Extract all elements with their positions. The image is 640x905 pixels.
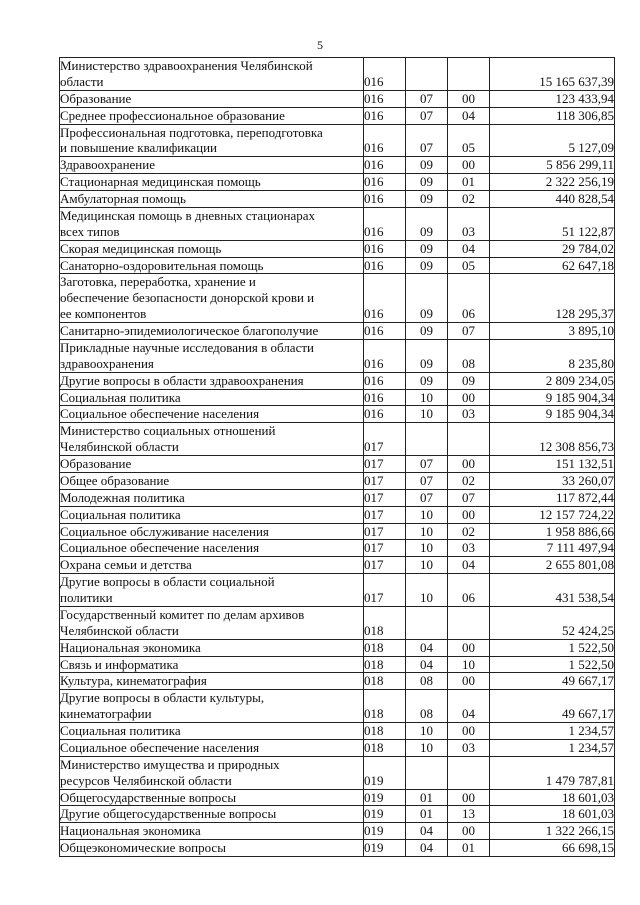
row-name-line: Среднее профессиональное образование xyxy=(60,107,285,123)
row-code: 019 xyxy=(364,756,406,789)
row-sum: 15 165 637,39 xyxy=(490,58,615,91)
row-subsection: 10 xyxy=(448,656,490,673)
row-sum: 431 538,54 xyxy=(490,574,615,607)
table-row xyxy=(60,540,615,557)
row-subsection: 03 xyxy=(448,540,490,557)
row-name xyxy=(60,323,364,340)
row-code: 016 xyxy=(364,406,406,423)
row-name xyxy=(60,456,364,473)
row-subsection: 05 xyxy=(448,124,490,157)
row-name xyxy=(60,823,364,840)
row-section: 09 xyxy=(406,174,448,191)
row-name-line: Образование xyxy=(60,90,132,106)
row-name-line: Здравоохранение xyxy=(60,157,155,173)
row-code: 017 xyxy=(364,456,406,473)
row-name xyxy=(60,606,364,639)
table-row xyxy=(60,58,615,91)
row-subsection: 03 xyxy=(448,739,490,756)
table-row xyxy=(60,257,615,274)
row-section: 01 xyxy=(406,806,448,823)
row-section: 04 xyxy=(406,639,448,656)
row-name-line: Молодежная политика xyxy=(60,489,185,505)
table-row xyxy=(60,157,615,174)
row-sum: 33 260,07 xyxy=(490,472,615,489)
row-code: 016 xyxy=(364,257,406,274)
row-name xyxy=(60,191,364,208)
row-sum: 9 185 904,34 xyxy=(490,389,615,406)
row-section xyxy=(406,756,448,789)
row-subsection: 00 xyxy=(448,90,490,107)
row-name-line: всех типов xyxy=(60,223,120,239)
row-code: 017 xyxy=(364,557,406,574)
row-subsection: 00 xyxy=(448,823,490,840)
row-name-line: здравоохранения xyxy=(60,355,154,371)
row-code: 018 xyxy=(364,739,406,756)
row-subsection: 04 xyxy=(448,557,490,574)
row-sum: 128 295,37 xyxy=(490,274,615,323)
row-subsection xyxy=(448,58,490,91)
table-row xyxy=(60,323,615,340)
row-subsection: 03 xyxy=(448,406,490,423)
row-name xyxy=(60,58,364,91)
row-name xyxy=(60,372,364,389)
row-sum: 1 522,50 xyxy=(490,656,615,673)
table-row xyxy=(60,456,615,473)
row-sum: 1 234,57 xyxy=(490,723,615,740)
row-code: 018 xyxy=(364,639,406,656)
row-subsection: 04 xyxy=(448,240,490,257)
row-sum: 51 122,87 xyxy=(490,207,615,240)
row-section: 10 xyxy=(406,739,448,756)
table-row xyxy=(60,639,615,656)
table-row xyxy=(60,124,615,157)
row-subsection: 07 xyxy=(448,489,490,506)
row-name-line: Прикладные научные исследования в области xyxy=(60,339,314,355)
row-code: 018 xyxy=(364,723,406,740)
table-row xyxy=(60,207,615,240)
row-section: 01 xyxy=(406,789,448,806)
row-sum: 117 872,44 xyxy=(490,489,615,506)
row-name-line: Другие вопросы в области социальной xyxy=(60,574,275,590)
row-code: 016 xyxy=(364,58,406,91)
row-subsection: 00 xyxy=(448,389,490,406)
table-row xyxy=(60,739,615,756)
table-row xyxy=(60,389,615,406)
row-section: 09 xyxy=(406,323,448,340)
row-section: 07 xyxy=(406,107,448,124)
table-row xyxy=(60,506,615,523)
row-sum: 151 132,51 xyxy=(490,456,615,473)
row-name xyxy=(60,423,364,456)
table-row xyxy=(60,489,615,506)
row-section: 07 xyxy=(406,472,448,489)
row-subsection xyxy=(448,756,490,789)
row-name-line: Национальная экономика xyxy=(60,639,201,655)
row-sum: 66 698,15 xyxy=(490,840,615,857)
table-row xyxy=(60,806,615,823)
row-sum: 123 433,94 xyxy=(490,90,615,107)
row-sum: 7 111 497,94 xyxy=(490,540,615,557)
row-subsection: 09 xyxy=(448,372,490,389)
row-sum: 49 667,17 xyxy=(490,673,615,690)
row-name-line: Общегосударственные вопросы xyxy=(60,789,237,805)
row-sum: 2 322 256,19 xyxy=(490,174,615,191)
row-section: 10 xyxy=(406,723,448,740)
row-section: 10 xyxy=(406,574,448,607)
row-name-line: Другие общегосударственные вопросы xyxy=(60,806,277,822)
row-name xyxy=(60,739,364,756)
row-name xyxy=(60,756,364,789)
row-name xyxy=(60,639,364,656)
row-sum: 1 958 886,66 xyxy=(490,523,615,540)
row-section: 09 xyxy=(406,207,448,240)
row-section: 09 xyxy=(406,157,448,174)
row-name-line: Социальная политика xyxy=(60,723,181,738)
row-name-line: Скорая медицинская помощь xyxy=(60,240,222,256)
row-name xyxy=(60,90,364,107)
row-name xyxy=(60,240,364,257)
row-code: 019 xyxy=(364,789,406,806)
row-sum: 49 667,17 xyxy=(490,690,615,723)
row-section xyxy=(406,423,448,456)
row-name-line: Министерство имущества и природных xyxy=(60,756,280,772)
row-sum: 5 127,09 xyxy=(490,124,615,157)
table-row xyxy=(60,107,615,124)
row-section: 10 xyxy=(406,506,448,523)
row-subsection: 06 xyxy=(448,274,490,323)
row-subsection: 02 xyxy=(448,472,490,489)
row-name-line: Стационарная медицинская помощь xyxy=(60,174,261,190)
row-subsection: 04 xyxy=(448,690,490,723)
row-sum: 9 185 904,34 xyxy=(490,406,615,423)
row-name xyxy=(60,389,364,406)
row-section: 08 xyxy=(406,673,448,690)
row-name xyxy=(60,257,364,274)
row-code: 016 xyxy=(364,174,406,191)
row-sum: 1 479 787,81 xyxy=(490,756,615,789)
row-section: 07 xyxy=(406,456,448,473)
row-code: 017 xyxy=(364,423,406,456)
row-sum: 118 306,85 xyxy=(490,107,615,124)
row-name xyxy=(60,806,364,823)
row-name-line: ее компонентов xyxy=(60,306,147,322)
row-section: 09 xyxy=(406,372,448,389)
row-sum: 1 322 266,15 xyxy=(490,823,615,840)
row-name-line: Социальное обеспечение населения xyxy=(60,540,260,556)
row-sum: 3 895,10 xyxy=(490,323,615,340)
table-row xyxy=(60,406,615,423)
row-subsection: 13 xyxy=(448,806,490,823)
row-sum: 12 157 724,22 xyxy=(490,506,615,523)
table-row xyxy=(60,274,615,323)
row-code: 016 xyxy=(364,389,406,406)
row-name-line: Социальное обеспечение населения xyxy=(60,739,260,755)
row-code: 017 xyxy=(364,472,406,489)
row-section: 07 xyxy=(406,489,448,506)
row-section: 10 xyxy=(406,523,448,540)
row-code: 016 xyxy=(364,372,406,389)
row-name xyxy=(60,540,364,557)
row-name xyxy=(60,723,364,740)
row-name-line: Связь и информатика xyxy=(60,656,179,672)
row-section: 07 xyxy=(406,90,448,107)
row-section: 04 xyxy=(406,840,448,857)
row-code: 017 xyxy=(364,574,406,607)
row-code: 018 xyxy=(364,673,406,690)
row-code: 018 xyxy=(364,656,406,673)
row-section: 10 xyxy=(406,557,448,574)
row-name-line: Социальная политика xyxy=(60,506,181,522)
row-name xyxy=(60,107,364,124)
row-sum: 18 601,03 xyxy=(490,806,615,823)
table-row xyxy=(60,90,615,107)
table-row xyxy=(60,372,615,389)
row-subsection: 00 xyxy=(448,673,490,690)
table-row xyxy=(60,823,615,840)
row-code: 017 xyxy=(364,523,406,540)
table-row xyxy=(60,690,615,723)
row-sum: 2 655 801,08 xyxy=(490,557,615,574)
row-subsection: 00 xyxy=(448,506,490,523)
row-subsection: 00 xyxy=(448,157,490,174)
row-subsection: 08 xyxy=(448,339,490,372)
row-sum: 62 647,18 xyxy=(490,257,615,274)
row-name-line: Профессиональная подготовка, переподготовка xyxy=(60,124,323,140)
row-code: 016 xyxy=(364,240,406,257)
row-name-line: Министерство здравоохранения Челябинской xyxy=(60,58,313,73)
row-name xyxy=(60,489,364,506)
page-number: 5 xyxy=(317,38,323,52)
row-subsection: 00 xyxy=(448,723,490,740)
row-name xyxy=(60,840,364,857)
row-sum: 1 522,50 xyxy=(490,639,615,656)
budget-table xyxy=(59,57,615,857)
row-name-line: Медицинская помощь в дневных стационарах xyxy=(60,207,316,223)
row-name-line: Челябинской области xyxy=(60,439,179,455)
row-name-line: Общеэкономические вопросы xyxy=(60,840,226,856)
row-section: 09 xyxy=(406,240,448,257)
row-subsection: 02 xyxy=(448,523,490,540)
row-code: 017 xyxy=(364,489,406,506)
row-section: 09 xyxy=(406,191,448,208)
row-name xyxy=(60,124,364,157)
budget-table-body xyxy=(60,58,615,857)
row-code: 019 xyxy=(364,823,406,840)
row-name-line: Образование xyxy=(60,456,132,471)
row-section xyxy=(406,606,448,639)
row-code: 016 xyxy=(364,191,406,208)
row-name-line: Общее образование xyxy=(60,472,170,488)
row-subsection xyxy=(448,606,490,639)
row-sum: 18 601,03 xyxy=(490,789,615,806)
row-code: 019 xyxy=(364,806,406,823)
row-name-line: кинематографии xyxy=(60,706,152,722)
row-subsection: 00 xyxy=(448,639,490,656)
row-name xyxy=(60,557,364,574)
row-code: 016 xyxy=(364,339,406,372)
table-row xyxy=(60,673,615,690)
table-row xyxy=(60,339,615,372)
row-name xyxy=(60,690,364,723)
row-sum: 1 234,57 xyxy=(490,739,615,756)
row-section: 09 xyxy=(406,274,448,323)
row-name-line: Амбулаторная помощь xyxy=(60,191,186,206)
row-name-line: Государственный комитет по делам архивов xyxy=(60,606,305,622)
row-name-line: Другие вопросы в области культуры, xyxy=(60,690,265,706)
row-name-line: Санитарно-эпидемиологическое благополучие xyxy=(60,323,319,338)
row-section: 09 xyxy=(406,339,448,372)
row-code: 016 xyxy=(364,207,406,240)
row-name xyxy=(60,506,364,523)
row-name-line: Культура, кинематография xyxy=(60,673,207,689)
row-sum: 2 809 234,05 xyxy=(490,372,615,389)
row-name-line: Социальная политика xyxy=(60,389,181,405)
table-row xyxy=(60,523,615,540)
row-code: 016 xyxy=(364,323,406,340)
row-sum: 440 828,54 xyxy=(490,191,615,208)
row-code: 016 xyxy=(364,124,406,157)
table-row xyxy=(60,840,615,857)
table-row xyxy=(60,557,615,574)
table-row xyxy=(60,240,615,257)
table-row xyxy=(60,606,615,639)
row-subsection xyxy=(448,423,490,456)
row-code: 018 xyxy=(364,606,406,639)
row-name xyxy=(60,406,364,423)
row-subsection: 07 xyxy=(448,323,490,340)
table-row xyxy=(60,723,615,740)
row-subsection: 01 xyxy=(448,840,490,857)
row-sum: 8 235,80 xyxy=(490,339,615,372)
row-section: 09 xyxy=(406,257,448,274)
row-subsection: 03 xyxy=(448,207,490,240)
row-section xyxy=(406,58,448,91)
row-code: 016 xyxy=(364,274,406,323)
row-code: 019 xyxy=(364,840,406,857)
row-name xyxy=(60,472,364,489)
row-name xyxy=(60,523,364,540)
row-name-line: Заготовка, переработка, хранение и xyxy=(60,274,256,290)
row-name-line: Санаторно-оздоровительная помощь xyxy=(60,257,264,273)
table-row xyxy=(60,191,615,208)
row-name xyxy=(60,274,364,323)
row-section: 08 xyxy=(406,690,448,723)
row-name-line: Охрана семьи и детства xyxy=(60,557,192,573)
table-row xyxy=(60,574,615,607)
row-name-line: Челябинской области xyxy=(60,622,179,638)
row-name-line: Социальное обеспечение населения xyxy=(60,406,260,422)
row-subsection: 06 xyxy=(448,574,490,607)
row-name-line: обеспечение безопасности донорской крови и xyxy=(60,290,315,306)
row-section: 10 xyxy=(406,406,448,423)
table-row xyxy=(60,789,615,806)
row-subsection: 04 xyxy=(448,107,490,124)
row-subsection: 00 xyxy=(448,789,490,806)
row-code: 016 xyxy=(364,90,406,107)
row-subsection: 02 xyxy=(448,191,490,208)
row-code: 016 xyxy=(364,107,406,124)
row-name-line: и повышение квалификации xyxy=(60,140,218,156)
row-code: 018 xyxy=(364,690,406,723)
table-row xyxy=(60,472,615,489)
row-name xyxy=(60,673,364,690)
row-code: 016 xyxy=(364,157,406,174)
row-sum: 12 308 856,73 xyxy=(490,423,615,456)
row-section: 07 xyxy=(406,124,448,157)
table-row xyxy=(60,174,615,191)
row-name-line: Другие вопросы в области здравоохранения xyxy=(60,372,304,388)
row-subsection: 01 xyxy=(448,174,490,191)
row-name-line: Министерство социальных отношений xyxy=(60,423,276,439)
row-name xyxy=(60,157,364,174)
table-row xyxy=(60,656,615,673)
row-name xyxy=(60,574,364,607)
row-sum: 29 784,02 xyxy=(490,240,615,257)
row-name-line: области xyxy=(60,73,104,89)
row-name xyxy=(60,207,364,240)
row-name-line: ресурсов Челябинской области xyxy=(60,772,232,788)
table-row xyxy=(60,756,615,789)
row-name xyxy=(60,174,364,191)
row-section: 04 xyxy=(406,823,448,840)
row-name-line: Социальное обслуживание населения xyxy=(60,523,269,539)
row-code: 017 xyxy=(364,540,406,557)
row-name-line: политики xyxy=(60,590,113,605)
row-section: 10 xyxy=(406,389,448,406)
row-name xyxy=(60,339,364,372)
row-sum: 5 856 299,11 xyxy=(490,157,615,174)
row-subsection: 00 xyxy=(448,456,490,473)
row-name xyxy=(60,789,364,806)
row-name-line: Национальная экономика xyxy=(60,823,201,839)
row-code: 017 xyxy=(364,506,406,523)
table-row xyxy=(60,423,615,456)
row-section: 10 xyxy=(406,540,448,557)
row-section: 04 xyxy=(406,656,448,673)
row-sum: 52 424,25 xyxy=(490,606,615,639)
row-subsection: 05 xyxy=(448,257,490,274)
row-name xyxy=(60,656,364,673)
